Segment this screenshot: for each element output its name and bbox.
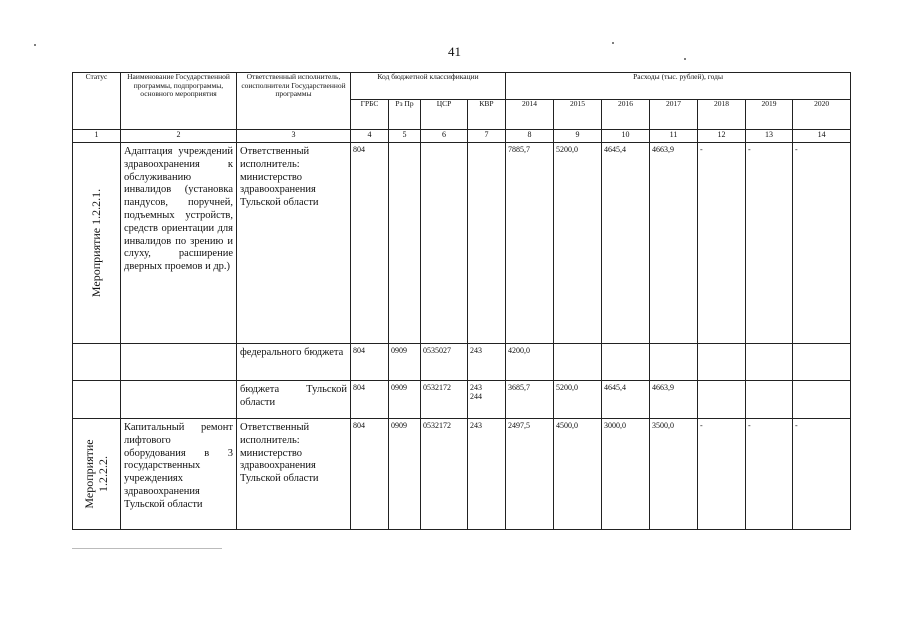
value-2016: 3000,0 [602,419,650,530]
value-2019: - [746,143,793,344]
csr-cell: 0532172 [421,419,468,530]
status-label [83,439,111,508]
status-label: Мероприятие 1.2.2.1. [88,188,103,298]
table-row [73,344,851,381]
header-year-2019: 2019 [746,100,793,130]
kvr-cell: 243 [468,344,506,381]
status-cell [73,143,121,344]
column-number-row [73,130,851,143]
value-2020 [793,381,851,419]
header-grbs: ГРБС [351,100,389,130]
grbs-cell: 804 [351,143,389,344]
header-year-2015: 2015 [554,100,602,130]
col-number: 10 [602,130,650,143]
header-budget-code: Код бюджетной классификации [351,73,506,100]
csr-cell: 0535027 [421,344,468,381]
rzpr-cell: 0909 [389,419,421,530]
header-year-2014: 2014 [506,100,554,130]
value-2014: 4200,0 [506,344,554,381]
program-name-cell: Капитальный ремонт лифтового оборудования в 3 государственных учреждениях здравоохранения Тульской области [121,419,237,530]
value-2019 [746,344,793,381]
header-kvr: КВР [468,100,506,130]
rzpr-cell [389,143,421,344]
header-csr: ЦСР [421,100,468,130]
value-2019: - [746,419,793,530]
value-2018: - [698,419,746,530]
header-year-2020: 2020 [793,100,851,130]
value-2015 [554,344,602,381]
value-2018: - [698,143,746,344]
scan-artifact-line [72,548,222,549]
value-2014: 3685,7 [506,381,554,419]
value-2015: 5200,0 [554,143,602,344]
rzpr-cell: 0909 [389,381,421,419]
grbs-cell: 804 [351,419,389,530]
header-status: Статус [73,73,121,130]
value-2014: 7885,7 [506,143,554,344]
value-2020 [793,344,851,381]
value-2020: - [793,143,851,344]
program-name-cell [121,344,237,381]
value-2015: 5200,0 [554,381,602,419]
status-cell [73,381,121,419]
rzpr-cell: 0909 [389,344,421,381]
csr-cell: 0532172 [421,381,468,419]
table-row [73,419,851,530]
responsible-cell: Ответственный исполнитель: министерство здравоохранения Тульской области [237,419,351,530]
value-2017: 4663,9 [650,143,698,344]
col-number: 9 [554,130,602,143]
header-row-1 [73,73,851,100]
program-name-cell [121,381,237,419]
scan-speck [612,42,614,44]
value-2018 [698,344,746,381]
col-number: 4 [351,130,389,143]
grbs-cell: 804 [351,344,389,381]
header-year-2016: 2016 [602,100,650,130]
table-row [73,143,851,344]
program-name-cell: Адаптация учреждений здравоохранения к обслуживанию инвалидов (установка пандусов, поручней, подъемных устройств, средств ориентации для инвалидов по зрению и слуху, расширение дверных проемов и др.) [121,143,237,344]
status-label-line: Мероприятие [81,439,96,509]
value-2016: 4645,4 [602,143,650,344]
grbs-cell: 804 [351,381,389,419]
value-2016: 4645,4 [602,381,650,419]
csr-cell [421,143,468,344]
header-program-name: Наименование Государственной программы, подпрограммы, основного мероприятия [121,73,237,130]
kvr-cell: 243 244 [468,381,506,419]
value-2019 [746,381,793,419]
value-2017 [650,344,698,381]
header-year-2018: 2018 [698,100,746,130]
value-2015: 4500,0 [554,419,602,530]
header-year-2017: 2017 [650,100,698,130]
col-number: 6 [421,130,468,143]
col-number: 3 [237,130,351,143]
col-number: 2 [121,130,237,143]
header-responsible: Ответственный исполнитель, соисполнители Государственной программы [237,73,351,130]
col-number: 1 [73,130,121,143]
responsible-cell: бюджета Тульской области [237,381,351,419]
col-number: 5 [389,130,421,143]
header-rzpr: Рз Пр [389,100,421,130]
value-2017: 4663,9 [650,381,698,419]
scan-speck [34,44,36,46]
value-2020: - [793,419,851,530]
budget-table [72,72,851,530]
status-cell [73,419,121,530]
col-number: 8 [506,130,554,143]
col-number: 13 [746,130,793,143]
kvr-cell [468,143,506,344]
scan-speck [684,58,686,60]
value-2017: 3500,0 [650,419,698,530]
value-2016 [602,344,650,381]
table-row [73,381,851,419]
col-number: 14 [793,130,851,143]
col-number: 7 [468,130,506,143]
col-number: 12 [698,130,746,143]
kvr-cell: 243 [468,419,506,530]
status-label-line: 1.2.2.2. [95,456,110,493]
value-2018 [698,381,746,419]
responsible-cell: Ответственный исполнитель: министерство здравоохранения Тульской области [237,143,351,344]
header-expenses: Расходы (тыс. рублей), годы [506,73,851,100]
status-cell [73,344,121,381]
page-number: 41 [448,44,461,59]
col-number: 11 [650,130,698,143]
value-2014: 2497,5 [506,419,554,530]
responsible-cell: федерального бюджета [237,344,351,381]
